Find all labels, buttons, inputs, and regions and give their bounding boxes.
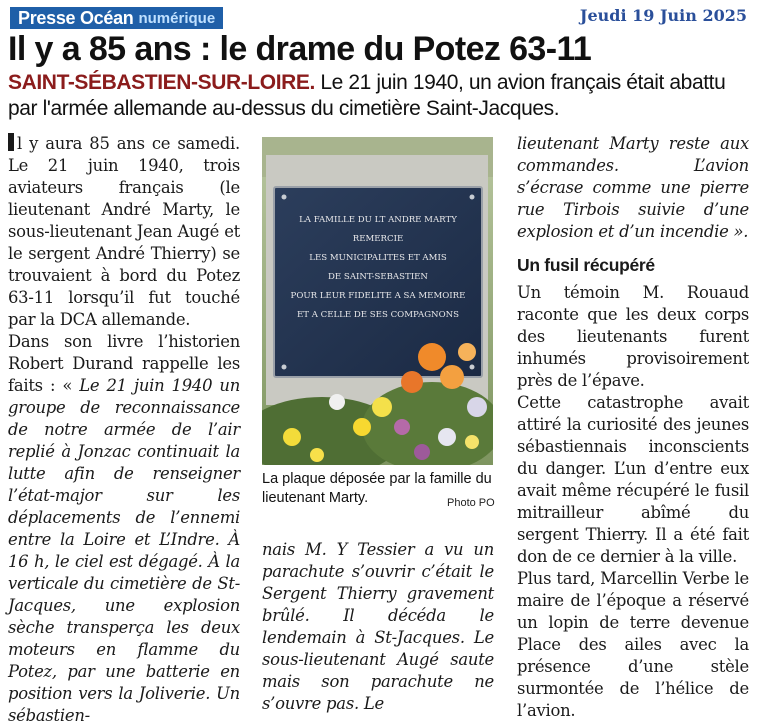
plaque-line: ET A CELLE DE SES COMPAGNONS [296,310,460,320]
col3-paragraph-1: lieutenant Marty reste aux commandes. L’avion s’écrase comme une pierre rue Tirbois suivie d’une explosion et d’un incendie ». [517,134,749,241]
masthead-suffix: numérique [138,9,216,27]
plaque-line: REMERCIE [352,234,404,244]
article-column-2 [262,539,494,715]
subheading: Un fusil récupéré [517,255,655,275]
plaque-line: LES MUNICIPALITES ET AMIS [309,253,447,263]
masthead-brand: Presse Océan [18,7,134,28]
plaque-line: POUR LEUR FIDELITE A SA MEMOIRE [290,291,466,301]
chapo-place: SAINT-SÉBASTIEN-SUR-LOIRE. [8,71,315,94]
chapo [8,70,753,122]
col1-paragraph-1 [8,133,240,331]
photo-caption: La plaque déposée par la famille du lieutenant Marty. [262,471,492,506]
col3-paragraph-2: Un témoin M. Rouaud raconte que les deux corps des lieutenants furent inhumés provisoirement près de l’épave. [517,283,749,390]
memorial-plaque-photo [262,137,493,465]
plaque-line: LA FAMILLE DU LT ANDRE MARTY [299,215,457,225]
article-column-1 [8,133,240,727]
publication-date: Jeudi 19 Juin 2025 [579,6,747,25]
masthead-logo [10,7,223,29]
article-column-3 [517,133,749,722]
chapo-text: Le 21 juin 1940, un avion français était abattu par l'armée allemande au-dessus du cimetière Saint-Jacques. [8,71,726,120]
col1-p1-text: l y aura 85 ans ce samedi. Le 21 juin 1940, trois aviateurs français (le lieutenant André Marty, le sous-lieutenant Jean Augé et le sergent André Thierry) se trouvaient à bord du Potez 63-11 lorsqu’il fut touché par la DCA allemande. [8,134,240,329]
photo-credit: Photo PO [447,497,495,509]
col3-paragraph-4: Plus tard, Marcellin Verbe le maire de l’époque a réservé un lopin de terre devenue Place des ailes avec la présence d’une stèle surmontée de l’hélice de l’avion. [517,569,749,720]
drop-cap [8,133,14,151]
col3-paragraph-3: Cette catastrophe avait attiré la curiosité des jeunes sébastiennais inconscients du danger. L’un d’entre eux avait même récupéré le fusil mitrailleur abîmé du sergent Thierry. Il a été fait don de ce dernier à la ville. [517,393,749,566]
col2-text: nais M. Y Tessier a vu un parachute s’ouvrir c’était le Sergent Thierry gravement brûlé. Il décéda le lendemain à St-Jacques. Le sous-lieutenant Augé saute mais son parachute ne s’ouvre pas. Le [262,540,494,713]
photo-illustration [262,137,493,465]
col1-paragraph-2 [8,331,240,727]
col1-p2-quote: Le 21 juin 1940 un groupe de reconnaissance de notre armée de l’air replié à Jonzac continuait la lutte afin de renseigner l’état-major sur les déplacements de l’ennemi entre la Loire et L’Indre. À 16 h, le ciel est dégagé. À la verticale du cimetière de St-Jacques, une explosion sèche transperça les deux moteurs en flamme du Potez, par une batterie en position vers la Joliverie. Un sébastien- [8,376,241,725]
plaque-line: DE SAINT-SEBASTIEN [328,272,428,282]
col1-p2-intro: Dans son livre l’historien Robert Durand rappelle les faits : « [8,332,240,395]
headline: Il y a 85 ans : le drame du Potez 63-11 [8,30,592,68]
